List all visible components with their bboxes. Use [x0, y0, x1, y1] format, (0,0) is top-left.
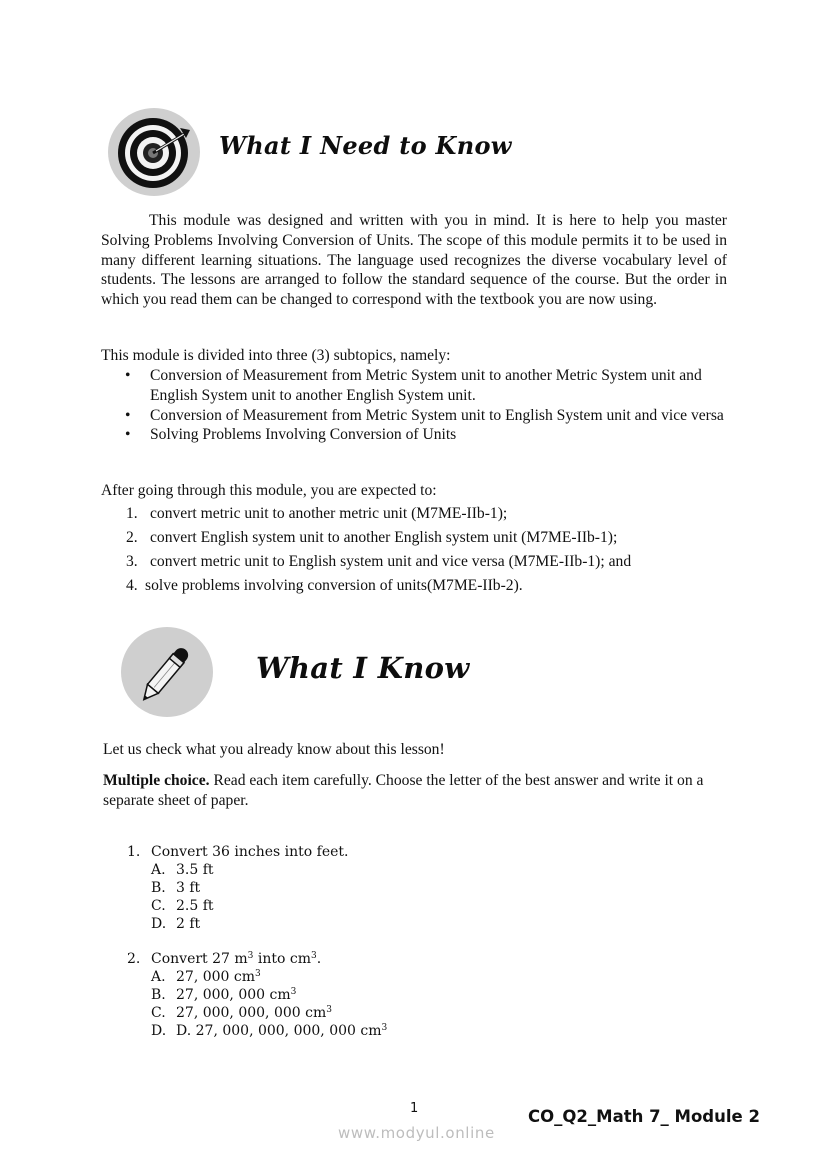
- question-1: 1. Convert 36 inches into feet. A. 3.5 ft B. 3 ft C. 2.5 ft D. 2 ft: [127, 844, 349, 932]
- objectives-intro: After going through this module, you are expected to:: [101, 482, 437, 499]
- option-a: 3.5 ft: [176, 862, 214, 878]
- option-b: 3 ft: [176, 880, 201, 896]
- subtopic-item: • Solving Problems Involving Conversion of Units: [125, 426, 457, 444]
- page-number: 1: [410, 1101, 419, 1116]
- bullet-icon: •: [125, 406, 131, 424]
- subtopics-intro: This module is divided into three (3) subtopics, namely:: [101, 347, 451, 364]
- pencil-icon: [121, 627, 213, 717]
- option-a: 27, 000 $cm^3$: [176, 969, 261, 985]
- option-b: 27, 000, 000 $cm^3$: [176, 987, 297, 1003]
- subtopic-item: • Conversion of Measurement from Metric System unit to another Metric System unit and English System unit to another English System unit.: [125, 367, 702, 404]
- instruction-label: Multiple choice.: [103, 772, 210, 789]
- target-icon: [108, 108, 200, 196]
- bullet-icon: •: [125, 426, 131, 444]
- watermark-link[interactable]: www.modyul.online: [338, 1124, 495, 1142]
- subtopic-item: • Conversion of Measurement from Metric System unit to English System unit and vice versa: [125, 406, 724, 424]
- option-c: 27, 000, 000, 000 $cm^3$: [176, 1005, 332, 1021]
- option-c: 2.5 ft: [176, 898, 214, 914]
- module-description: This module was designed and written with you in mind. It is here to help you master Solving Problems Involving Conversion of Units. The scope of this module permits it to be used in many different learning situations. The language used recognizes the diverse vocabulary level of students. The lessons are arranged to follow the standard sequence of the course. But the order in which you read them can be changed to correspond with the textbook you are now using.: [101, 212, 727, 309]
- bullet-icon: •: [125, 367, 131, 384]
- option-d: D. 27, 000, 000, 000, 000 $cm^3$: [176, 1023, 388, 1039]
- question-text: Convert 27 $m^3$ into $cm^3$.: [151, 951, 322, 967]
- question-text: Convert 36 inches into feet.: [151, 844, 349, 860]
- module-label: CO_Q2_Math 7_ Module 2: [528, 1107, 760, 1126]
- question-2: 2. Convert 27 $m^3$ into $cm^3$. A. 27, 000 $cm^3$ B. 27, 000, 000 $cm^3$ C. 27, 000, 000, 000 $cm^3$ D. D. 27, 000, 000, 000, 000 $cm^3$: [127, 951, 388, 1039]
- section-title-what-i-need-to-know: What I Need to Know: [219, 131, 512, 160]
- multiple-choice-instructions: Multiple choice. Read each item carefully. Choose the letter of the best answer and write it on a separate sheet of paper.: [103, 772, 704, 809]
- section-title-what-i-know: What I Know: [256, 651, 470, 685]
- option-d: 2 ft: [176, 916, 201, 932]
- check-prompt: Let us check what you already know about this lesson!: [103, 741, 445, 758]
- subtopics-list: [101, 366, 728, 445]
